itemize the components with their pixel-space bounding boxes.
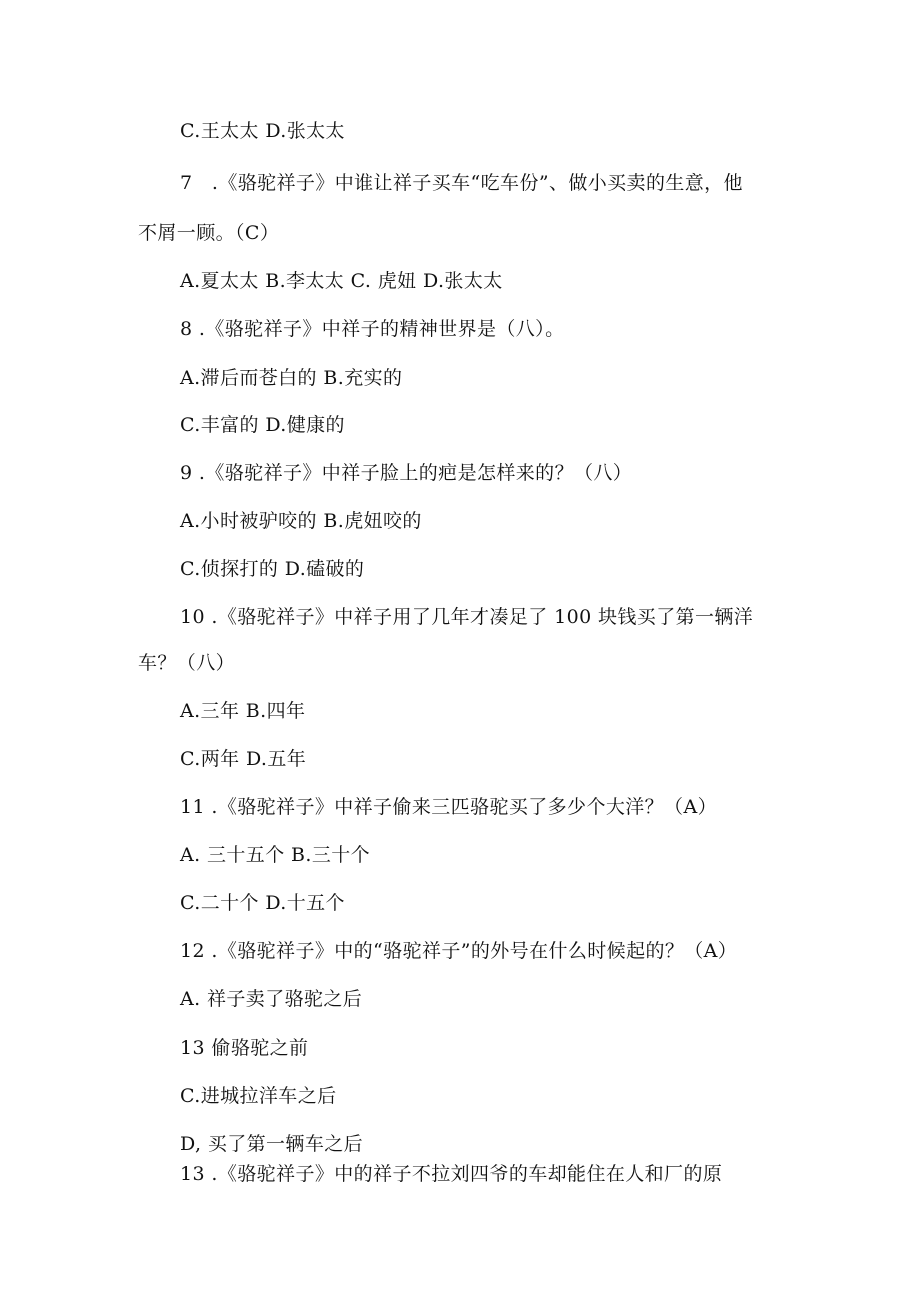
- question-10-line-1: 10 .《骆驼祥子》中祥子用了几年才凑足了 100 块钱买了第一辆洋: [180, 606, 754, 628]
- question-13-line-1: 13 .《骆驼祥子》中的祥子不拉刘四爷的车却能住在人和厂的原: [180, 1163, 723, 1185]
- q11-options-cd: C.二十个 D.十五个: [180, 892, 345, 914]
- question-9: 9 .《骆驼祥子》中祥子脸上的疤是怎样来的？（八）: [180, 462, 633, 484]
- q10-options-ab: A.三年 B.四年: [180, 700, 306, 722]
- question-7-line-2: 不屑一顾。（C）: [138, 222, 280, 244]
- q12-option-b: 13 偷骆驼之前: [180, 1037, 309, 1059]
- question-8: 8 .《骆驼祥子》中祥子的精神世界是（八）。: [180, 318, 565, 340]
- question-11: 11 .《骆驼祥子》中祥子偷来三匹骆驼买了多少个大洋？（A）: [180, 796, 717, 818]
- q9-options-ab: A.小时被驴咬的 B.虎妞咬的: [180, 510, 422, 532]
- q11-options-ab: A. 三十五个 B.三十个: [180, 844, 371, 866]
- q6-options-cd: C.王太太 D.张太太: [180, 120, 345, 142]
- q8-options-cd: C.丰富的 D.健康的: [180, 414, 345, 436]
- q10-options-cd: C.两年 D.五年: [180, 748, 307, 770]
- q7-options: A.夏太太 B.李太太 C. 虎妞 D.张太太: [180, 270, 503, 292]
- question-7-line-1: 7 .《骆驼祥子》中谁让祥子买车“吃车份”、做小买卖的生意，他: [180, 172, 743, 194]
- q8-options-ab: A.滞后而苍白的 B.充实的: [180, 367, 403, 389]
- question-12: 12 .《骆驼祥子》中的“骆驼祥子”的外号在什么时候起的？（A）: [180, 940, 738, 962]
- question-10-line-2: 车？（八）: [138, 652, 236, 674]
- q9-options-cd: C.侦探打的 D.磕破的: [180, 558, 365, 580]
- q12-option-c: C.进城拉洋车之后: [180, 1085, 337, 1107]
- q12-option-a: A. 祥子卖了骆驼之后: [180, 988, 363, 1010]
- q12-option-d: D, 买了第一辆车之后: [180, 1133, 364, 1155]
